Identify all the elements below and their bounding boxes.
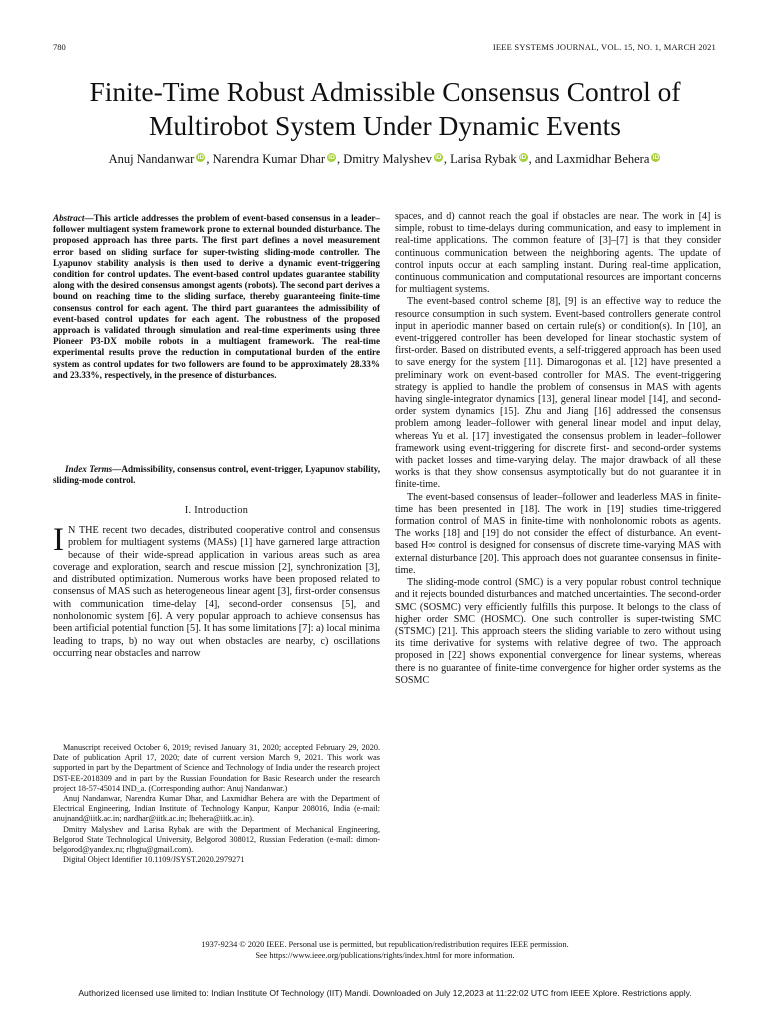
orcid-icon[interactable]: iD (328, 154, 335, 161)
footnote-doi[interactable]: Digital Object Identifier 10.1109/JSYST.2020.2979271 (63, 855, 245, 865)
index-terms (53, 464, 380, 486)
author-name[interactable]: Anuj Nandanwar (108, 152, 195, 166)
author-name[interactable]: Laxmidhar Behera (556, 152, 650, 166)
footnote-manuscript: Manuscript received October 6, 2019; revised January 31, 2020; accepted February 29, 2020. Date of publication April 17, 2020; date of current version March 9, 2021. This work was supported in part by the Department of Science and Technology of India under the research project DST-EE-2018309 and in part by the Russian Foundation for Basic Research under the research project 18-57-45014 IND_a. (Corresponding author: Anuj Nandanwar.) (53, 743, 380, 793)
footnote-affiliation-2: Dmitry Malyshev and Larisa Rybak are with the Department of Mechanical Engineering, Belgorod State Technological University, Belgorod 308012, Russian Federation (e-mail: dimon-belgorod@yandex.ru; rlbgtu@gmail.com). (53, 824, 380, 855)
paragraph: The event-based control scheme [8], [9] is an effective way to reduce the resource consumption in such system. Event-based controllers generate control input in aperiodic manner based on certain rule(s) or condition(s). In [10], an event-triggered controller has been developed for linear stochastic system of first-order. Based on distributed events, a self-triggered approach has been used to save energy for the system [11]. Dimarogonas et al. [12] have presented a preliminary work on event-based controller for MAS. The event-triggering strategy is applied to handle the problem of consensus in MAS with agents having single-integrator dynamics [13], general linear model [14], and second-order system dynamics [15]. Zhu and Jiang [16] addressed the consensus problem among leader–follower with general linear model and input delay, whereas Yu et al. [17] investigated the consensus problem in leader–follower framework using event-triggering for discrete first- and second-order systems with packet losses and time-varying delay. The major drawback of all these works is that they show consensus asymptotically but do not guarantee it in finite-time. (395, 296, 721, 491)
paper-title: Finite-Time Robust Admissible Consensus Control of Multirobot System Under Dynamic Events (89, 76, 681, 141)
orcid-icon[interactable]: iD (197, 154, 205, 161)
introduction-body (53, 522, 380, 660)
author-list (40, 152, 730, 167)
index-terms-text: —Admissibility, consensus control, event-trigger, Lyapunov stability, sliding-mode control. (53, 464, 380, 486)
paragraph: The sliding-mode control (SMC) is a very popular robust control technique and it rejects bounded disturbances and matched uncertainties. The second-order SMC (SOSMC) very efficiently fulfills this purpose. It belongs to the class of higher order SMC (HOSMC). One such controller is super-twisting SMC (STSMC) [21]. This approach steers the sliding variable to zero without using its time derivative for systems with relative degree of two. The approach proposed in [22] shows exponential convergence for linear systems, whereas there is no guarantee of finite-time convergence for higher order systems as the SOSMC (395, 577, 721, 686)
index-terms-label: Index Terms (65, 464, 113, 474)
orcid-icon[interactable]: iD (435, 154, 442, 161)
intro-paragraph: N THE recent two decades, distributed cooperative control and consensus problem for multiagent systems (MASs) [1] have garnered large attraction because of their wide-spread application in various areas such as area coverage and exploration, search and rescue mission [2], synchronization [3], and distributed optimization. Numerous works have been proposed related to consensus of MAS such as heterogeneous linear agent [3], first-order consensus with communication time-delay [4], second-order consensus [5], and nonholonomic system [6]. A very popular approach to achieve consensus has been artificial potential function [5]. It has some limitations [7]: a) local minima leading to traps, b) no way out when obstacles are nearby, c) oscillations occurring near obstacles and narrow (53, 525, 380, 659)
page-number: 780 (53, 42, 66, 52)
author-separator: , (443, 152, 451, 166)
section-heading-introduction: I. Introduction (184, 505, 249, 516)
author-name[interactable]: Dmitry Malyshev (343, 152, 432, 166)
author-separator: , (337, 152, 344, 166)
footnotes (53, 743, 380, 865)
copyright-line: 1937-9234 © 2020 IEEE. Personal use is permitted, but republication/redistribution requires IEEE permission. (201, 940, 569, 949)
paragraph: The event-based consensus of leader–follower and leaderless MAS in finite-time has been presented in [18]. The work in [19] studies time-triggered formation control of MAS in finite-time with nonholonomic robots as agents. The works [18] and [19] do not consider the effect of disturbance. An event-based H∞ control is designed for consensus of discrete time-varying MAS with external disturbance [20]. This approach does not guarantee consensus in finite-time. (395, 491, 721, 576)
right-column (395, 211, 721, 687)
author-separator: , (206, 152, 213, 166)
rights-link[interactable]: See https://www.ieee.org/publications/rights/index.html for more information. (255, 950, 515, 960)
author-name[interactable]: Narendra Kumar Dhar (212, 152, 326, 166)
orcid-icon[interactable]: iD (652, 154, 660, 161)
copyright-notice (60, 940, 710, 961)
author-separator: , and (528, 152, 557, 166)
abstract-text: —This article addresses the problem of event-based consensus in a leader–follower multiagent system framework prone to external bounded disturbance. The proposed approach has three parts. The first part defines a novel measurement error based on sliding surface for super-twisting sliding-mode controller. The Lyapunov stability analysis is then used to derive a dynamic event-triggering condition for control updates. The event-based control updates guarantee stability along with the desired consensus amongst agents (robots). The second part derives a bound on reaching time to the sliding surface, thereby guaranteeing finite-time consensus control for each agent. The third part guarantees the admissibility of event-based control updates for each agent. The robustness of the proposed approach is validated through simulation and real-time experiments using three Pioneer P3-DX mobile robots in a multiagent framework. The real-time experimental results prove the reduction in computational burden of the entire system as control updates for two followers are found to be approximately 28.33% and 23.33%, respectively, in the presence of disturbances. (53, 213, 380, 380)
running-header: IEEE SYSTEMS JOURNAL, VOL. 15, NO. 1, MARCH 2021 (492, 42, 716, 52)
author-name[interactable]: Larisa Rybak (450, 152, 517, 166)
orcid-icon[interactable]: iD (519, 154, 527, 161)
footnote-affiliation-1: Anuj Nandanwar, Narendra Kumar Dhar, and Laxmidhar Behera are with the Department of Electrical Engineering, Indian Institute of Technology Kanpur, Kanpur 208016, India (e-mail: anujnand@iitk.ac.in; nardhar@iitk.ac.in; lbehera@iitk.ac.in). (53, 794, 380, 824)
abstract-label: Abstract (53, 213, 85, 223)
abstract (53, 213, 380, 381)
license-banner: Authorized licensed use limited to: Indian Institute Of Technology (IIT) Mandi. Downloaded on July 12,2023 at 11:22:02 UTC from IEEE Xplore. Restrictions apply. (78, 988, 692, 998)
drop-cap: I (53, 522, 64, 558)
paragraph: spaces, and d) cannot reach the goal if obstacles are near. The work in [4] is simple, robust to time-delays during communication, and easy to implement in real-time applications. The common feature of [3]–[7] is that they consider continuous communication between the neighboring agents. The update of control inputs occur at each sampling instant. During real-time application, continuous communication and computational resources are important concerns for multiagent systems. (395, 211, 721, 296)
